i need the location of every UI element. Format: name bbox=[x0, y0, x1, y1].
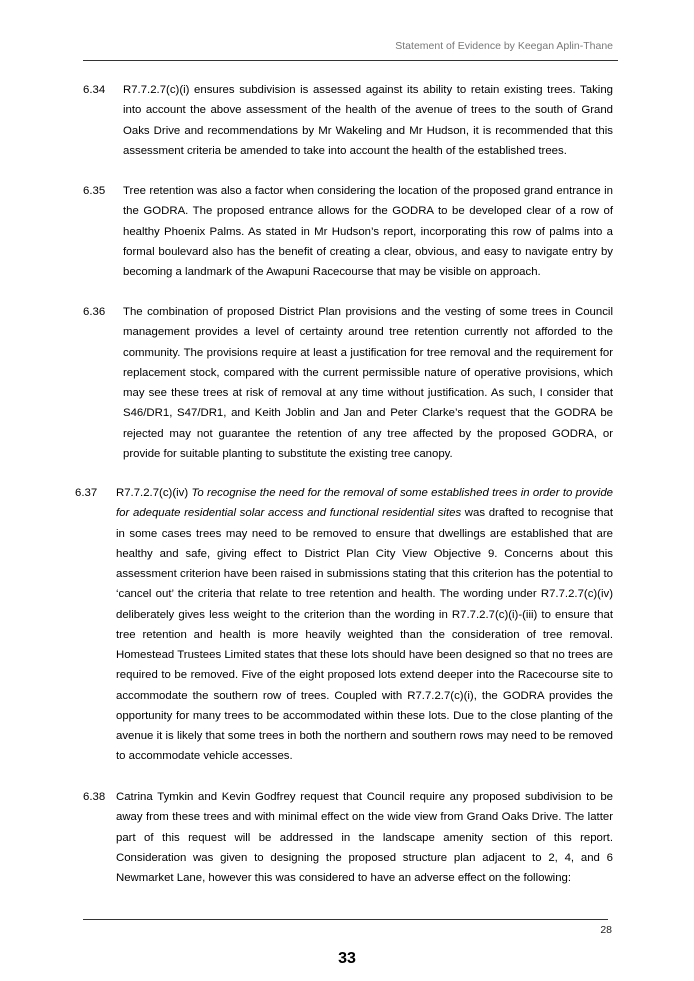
paragraph-number: 6.36 bbox=[83, 306, 106, 318]
running-header: Statement of Evidence by Keegan Aplin-Thane bbox=[395, 40, 613, 52]
page-number: 28 bbox=[600, 924, 612, 936]
criterion-reference: R7.7.2.7(c)(iv) bbox=[116, 487, 192, 499]
paragraph-text bbox=[116, 483, 613, 767]
paragraph-text: Catrina Tymkin and Kevin Godfrey request that Council require any proposed subdivision to be away from these trees and with minimal effect on the wide view from Grand Oaks Drive. The latter part of this request will be addressed in the landscape amenity section of this report. Consideration was given to designing the proposed structure plan adjacent to 2, 4, and 6 Newmarket Lane, however this was considered to have an adverse effect on the following: bbox=[116, 791, 613, 884]
paragraph-body: was drafted to recognise that in some cases trees may need to be removed to ensure that dwellings are established that are healthy and safe, giving effect to District Plan City View Objective 9. Concerns about this assessment criterion have been raised in submissions stating that this criterion has the potential to ‘cancel out’ the criteria that relate to tree retention and health. The wording under R7.7.2.7(c)(iv) deliberately gives less weight to the criterion than the wording in R7.7.2.7(c)(i)-(iii) to ensure that tree retention and health is more heavily weighted than the consideration of tree removal. Homestead Trustees Limited states that these lots should have been designed so that no trees are required to be removed. Five of the eight proposed lots extend deeper into the Racecourse site to accommodate the southern row of trees. Coupled with R7.7.2.7(c)(i), the GODRA provides the opportunity for many trees to be accommodated within these lots. Due to the close planting of the avenue it is likely that some trees in both the northern and southern rows may need to be removed to accommodate vehicle accesses. bbox=[116, 507, 613, 763]
footer-rule bbox=[83, 919, 608, 920]
paragraph-6-38 bbox=[83, 787, 613, 888]
bundle-page-stamp: 33 bbox=[338, 950, 356, 967]
paragraph-6-37 bbox=[75, 483, 613, 767]
paragraph-6-35 bbox=[83, 181, 613, 282]
paragraph-text: R7.7.2.7(c)(i) ensures subdivision is assessed against its ability to retain existing trees. Taking into account the above assessment of the health of the avenue of trees to the south of Grand Oaks Drive and recommendations by Mr Wakeling and Mr Hudson, it is recommended that this assessment criteria be amended to take into account the health of the established trees. bbox=[123, 84, 613, 157]
header-rule bbox=[83, 60, 618, 61]
paragraph-number: 6.35 bbox=[83, 185, 106, 197]
paragraph-number: 6.38 bbox=[83, 791, 106, 803]
criterion-quote: To recognise the need for the removal of some established trees in order to provide for adequate residential solar access and functional residential sites bbox=[116, 487, 614, 520]
paragraph-text: Tree retention was also a factor when considering the location of the proposed grand entrance in the GODRA. The proposed entrance allows for the GODRA to be developed clear of a row of healthy Phoenix Palms. As stated in Mr Hudson’s report, incorporating this row of palms into a formal boulevard also has the benefit of creating a clear, obvious, and easy to navigate entry by becoming a landmark of the Awapuni Racecourse that may be visible on approach. bbox=[123, 185, 613, 278]
paragraph-number: 6.37 bbox=[75, 487, 98, 499]
paragraph-text: The combination of proposed District Plan provisions and the vesting of some trees in Council management provides a level of certainty around tree retention currently not afforded to the community. The provisions require at least a justification for tree removal and the requirement for replacement stock, compared with the current permissible nature of operative provisions, which may see these trees at risk of removal at any time without justification. As such, I consider that S46/DR1, S47/DR1, and Keith Joblin and Jan and Peter Clarke’s request that the GODRA be rejected may not guarantee the retention of any tree affected by the proposed GODRA, or provide for suitable planting to substitute the existing tree canopy. bbox=[123, 306, 613, 460]
paragraph-6-36 bbox=[83, 302, 613, 464]
paragraph-number: 6.34 bbox=[83, 84, 106, 96]
paragraph-6-34 bbox=[83, 80, 613, 161]
